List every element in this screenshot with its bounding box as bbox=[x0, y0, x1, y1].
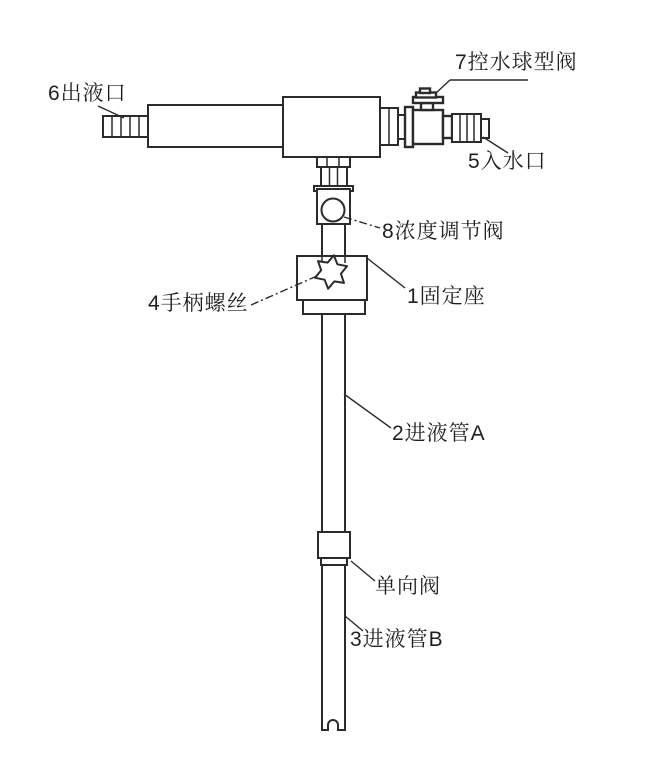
label-concentration-valve: 8浓度调节阀 bbox=[382, 220, 505, 243]
liquid-inlet-pipe-a bbox=[322, 314, 345, 532]
leader-check-valve bbox=[351, 561, 375, 581]
leader-pipe-a bbox=[344, 394, 391, 428]
label-pipe-a: 2进液管A bbox=[392, 422, 486, 445]
leader-fixed-seat bbox=[367, 258, 405, 288]
injector-barrel bbox=[148, 97, 380, 157]
check-valve-body bbox=[318, 532, 350, 565]
label-ball-valve: 7控水球型阀 bbox=[455, 51, 578, 74]
label-fixed-seat: 1固定座 bbox=[407, 285, 486, 308]
label-outlet: 6出液口 bbox=[48, 82, 127, 105]
outlet-barb-fitting bbox=[103, 116, 148, 137]
label-water-inlet: 5入水口 bbox=[468, 150, 547, 173]
liquid-inlet-pipe-b bbox=[322, 565, 345, 730]
water-control-ball-valve bbox=[405, 89, 452, 148]
label-handle-screw: 4手柄螺丝 bbox=[148, 292, 249, 315]
label-pipe-b: 3进液管B bbox=[350, 628, 444, 651]
leader-ball-valve bbox=[436, 80, 450, 93]
valve-ball bbox=[322, 199, 345, 222]
inlet-coupling bbox=[380, 108, 406, 145]
label-check-valve: 单向阀 bbox=[375, 575, 441, 598]
